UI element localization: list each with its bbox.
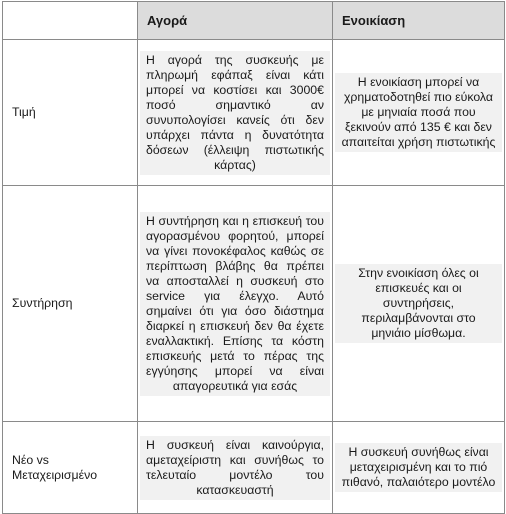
header-corner-cell <box>3 2 138 40</box>
maintenance-buy-text: Η συντήρηση και η επισκευή του αγορασμένου φορητού, μπορεί να γίνει πονοκέφαλος καθώς σε περίπτωση βλάβης θα πρέπει να αποσταλλεί η συσκευή στο service για έλεγχο. Αυτό σημαίνει ότι για όσο διάστημα διαρκεί η επισκευή δεν θα έχετε εναλλακτική. Επίσης τα κόστη επισκευής μετά το πέρας της εγγύησης μπορεί να είναι απαγορευτικά για εσάς <box>140 212 330 396</box>
table-row <box>3 40 505 186</box>
price-buy-cell <box>138 40 333 186</box>
price-rent-cell <box>333 40 505 186</box>
price-buy-text: Η αγορά της συσκευής με πληρωμή εφάπαξ είναι κάτι μπορεί να κοστίσει και 3000€ ποσό σημαντικό αν συνυπολογίσει κανείς ότι δεν υπάρχει πάντα η δυνατότητα δόσεων (έλλειψη πιστωτικής κάρτας) <box>140 51 330 175</box>
comparison-table <box>2 1 505 514</box>
maintenance-buy-cell <box>138 186 333 422</box>
maintenance-rent-text: Στην ενοικίαση όλες οι επισκευές και οι συντηρήσεις, περιλαμβάνονται στο μηνιάιο μίσθωμα. <box>335 264 502 343</box>
condition-rent-cell <box>333 422 505 514</box>
row-label-price: Τιμή <box>3 40 138 186</box>
price-rent-text: Η ενοικίαση μπορεί να χρηματοδοτηθεί πιο εύκολα με μηνιαία ποσά που ξεκινούν από 135 € και δεν απαιτείται χρήση πιστωτικής <box>335 73 502 152</box>
table-row <box>3 422 505 514</box>
row-label-new-vs-used: Νέο vs Μεταχειρισμένο <box>3 422 138 514</box>
table-row <box>3 186 505 422</box>
header-row <box>3 2 505 40</box>
maintenance-rent-cell <box>333 186 505 422</box>
header-rent: Ενοικίαση <box>333 2 505 40</box>
condition-buy-text: Η συσκευή είναι καινούργια, αμεταχείριστη και συνήθως το τελευταίο μοντέλο του κατασκευαστή <box>140 436 330 500</box>
condition-rent-text: Η συσκευή συνήθως είναι μεταχειρισμένη και το πιό πιθανό, παλαιότερο μοντέλο <box>335 443 502 492</box>
header-buy: Αγορά <box>138 2 333 40</box>
condition-buy-cell <box>138 422 333 514</box>
row-label-maintenance: Συντήρηση <box>3 186 138 422</box>
